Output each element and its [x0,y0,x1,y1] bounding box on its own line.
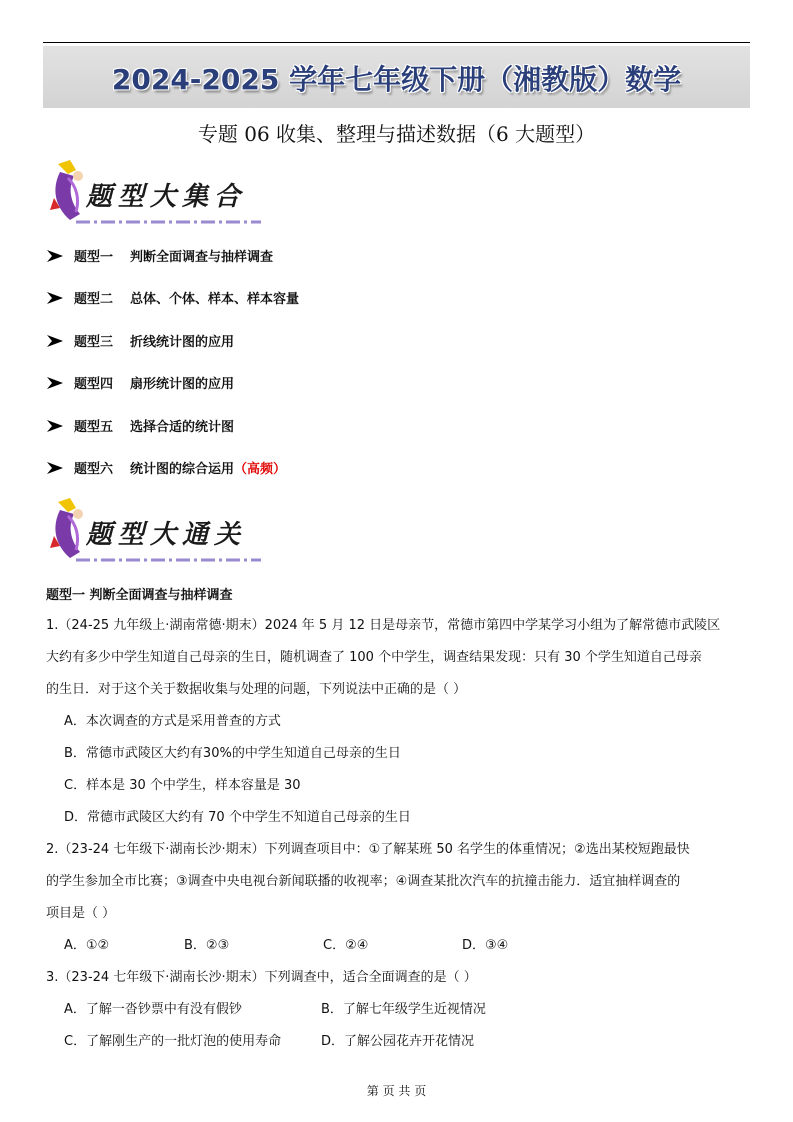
question-text: 的生日．对于这个关于数据收集与处理的问题，下列说法中正确的是（ ） [46,682,467,697]
top-rule [43,42,750,43]
toc-text: 折线统计图的应用 [130,334,235,350]
arrow-bullet-icon [46,376,64,390]
page-footer: 第 页 共 页 [366,1084,427,1098]
arrow-bullet-icon [46,334,64,348]
option-a[interactable]: A．了解一沓钞票中有没有假钞 [64,1002,242,1017]
option-b[interactable]: B．②③ [184,938,230,953]
option-b[interactable]: B．了解七年级学生近视情况 [321,1002,486,1017]
toc-label: 题型一 [74,250,114,265]
toc-item[interactable] [46,416,746,458]
banner [43,46,750,108]
toc-text: 统计图的综合运用 [130,461,235,477]
option-a[interactable]: A．本次调查的方式是采用普查的方式 [64,714,281,729]
section-title: 题型一 判断全面调查与抽样调查 [46,588,233,603]
question-1 [46,610,746,834]
question-text: 1.（24-25 九年级上·湖南常德·期末）2024 年 5 月 12 日是母亲节，常德市第四中学某学习小组为了解常德市武陵区 [46,618,721,633]
option-c[interactable]: C．了解刚生产的一批灯泡的使用寿命 [64,1034,282,1049]
question-text: 项目是（ ） [46,906,116,921]
toc-item[interactable] [46,288,746,330]
toc-text: 判断全面调查与抽样调查 [130,250,274,265]
toc-text: 选择合适的统计图 [130,419,235,435]
toc-text: 总体、个体、样本、样本容量 [130,292,300,308]
section-header-practice [46,496,276,568]
option-b[interactable]: B．常德市武陵区大约有30%的中学生知道自己母亲的生日 [64,746,401,761]
section-header-text: 题型大集合 [86,182,247,212]
option-c[interactable]: C．②④ [323,938,369,953]
toc-label: 题型五 [74,419,114,435]
option-d[interactable]: D．了解公园花卉开花情况 [321,1034,475,1049]
toc-item[interactable] [46,373,746,415]
question-text: 3.（23-24 七年级下·湖南长沙·期末）下列调查中，适合全面调查的是（ ） [46,970,477,985]
toc-label: 题型六 [74,461,114,477]
section-header-collection [46,158,276,230]
question-text: 大约有多少中学生知道自己母亲的生日，随机调查了 100 个中学生，调查结果发现：只有 30 个学生知道自己母亲 [46,650,702,665]
options-row [46,994,746,1026]
question-3 [46,962,746,1058]
toc-item[interactable] [46,246,746,288]
toc-item[interactable] [46,331,746,373]
toc-label: 题型二 [74,292,114,308]
question-2 [46,834,746,962]
section-header-text: 题型大通关 [86,520,247,550]
arrow-bullet-icon [46,291,64,305]
question-text: 的学生参加全市比赛；③调查中央电视台新闻联播的收视率；④调查某批次汽车的抗撞击能力．适宜抽样调查的 [46,874,681,889]
option-d[interactable]: D．常德市武陵区大约有 70 个中学生不知道自己母亲的生日 [64,810,411,825]
arrow-bullet-icon [46,461,64,475]
toc-label: 题型三 [74,334,114,350]
toc-text: 扇形统计图的应用 [130,377,235,393]
question-text: 2.（23-24 七年级下·湖南长沙·期末）下列调查项目中：①了解某班 50 名学生的体重情况；②选出某校短跑最快 [46,842,690,857]
toc-list [46,246,746,500]
toc-item[interactable] [46,458,746,500]
high-frequency-tag: （高频） [234,461,287,477]
banner-title: 2024-2025 学年七年级下册（湘教版）数学 [111,63,682,96]
options-row [46,930,746,962]
arrow-bullet-icon [46,249,64,263]
option-d[interactable]: D．③④ [462,938,509,953]
toc-label: 题型四 [74,377,114,393]
options-row [46,1026,746,1058]
page-subtitle: 专题 06 收集、整理与描述数据（6 大题型） [197,122,596,146]
arrow-bullet-icon [46,419,64,433]
option-c[interactable]: C．样本是 30 个中学生，样本容量是 30 [64,778,301,793]
option-a[interactable]: A．①② [64,938,110,953]
